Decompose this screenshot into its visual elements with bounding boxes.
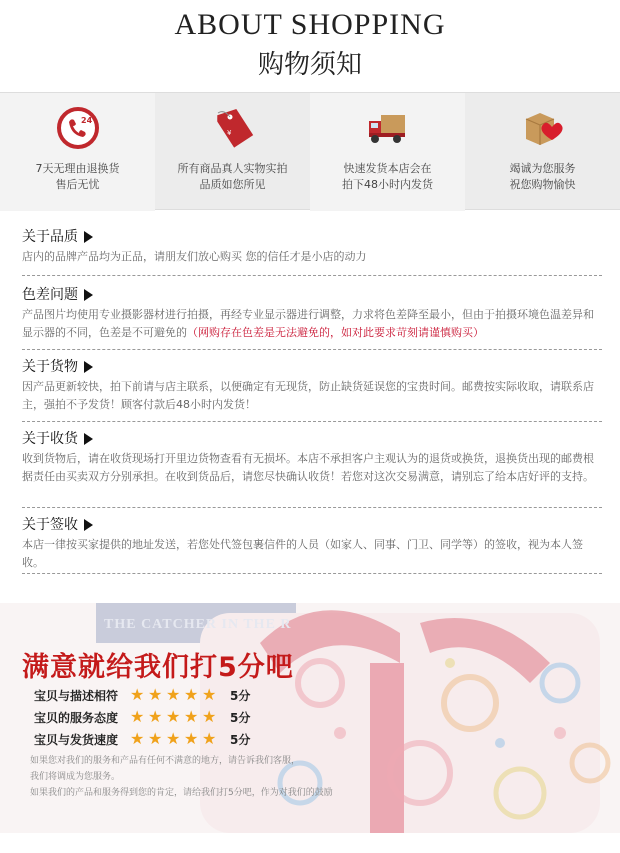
feature-line2: 售后无忧 — [55, 178, 100, 191]
star-icon: ★ — [166, 707, 181, 726]
feature-return — [0, 93, 155, 211]
notice-body: 店内的品牌产品均为正品，请朋友们放心购买 您的信任才是小店的动力 — [22, 250, 367, 263]
rating-list — [34, 685, 250, 751]
rating-row — [34, 707, 250, 727]
feature-line2: 拍下48小时内发货 — [342, 178, 433, 191]
price-tag-icon — [210, 105, 256, 151]
star-icon: ★ — [202, 685, 217, 704]
rating-banner — [0, 603, 620, 833]
star-icon: ★ — [184, 707, 199, 726]
gift-box-heart-icon — [520, 105, 566, 151]
feature-real-photo — [155, 93, 310, 211]
triangle-right-icon — [84, 519, 93, 531]
notice-title — [22, 428, 602, 450]
triangle-right-icon — [84, 361, 93, 373]
notice-body — [22, 306, 602, 346]
rating-row — [34, 729, 250, 749]
notice-title-text: 关于品质 — [22, 229, 78, 245]
rating-slogan: 满意就给我们打5分吧 — [22, 652, 294, 683]
svg-text:24: 24 — [81, 116, 93, 125]
star-icon: ★ — [148, 685, 163, 704]
fineprint-line: 如果您对我们的服务和产品有任何不满意的地方，请告诉我们客服， — [30, 756, 301, 766]
notice-color-difference — [22, 284, 602, 350]
notice-warning-text: （网购存在色差是无法避免的，如对此要求苛刻请谨慎购买） — [187, 326, 484, 339]
star-icon: ★ — [184, 729, 199, 748]
notice-body: 因产品更新较快，拍下前请与店主联系，以便确定有无现货，防止缺货延误您的宝贵时间。邮费按实际收取，请联系店主，强拍不予发货！顾客付款后48小时内发货！ — [22, 380, 594, 411]
notice-title — [22, 226, 602, 248]
notice-title — [22, 284, 602, 306]
star-icon: ★ — [148, 707, 163, 726]
star-icon: ★ — [130, 685, 145, 704]
feature-fast-shipping — [310, 93, 465, 211]
page-header — [0, 0, 620, 90]
notice-title — [22, 356, 602, 378]
feature-band — [0, 92, 620, 210]
rating-score: 5分 — [230, 732, 251, 747]
fineprint-line: 我们将调成为您服务。 — [30, 772, 121, 782]
feature-line2: 祝您购物愉快 — [509, 178, 576, 191]
rating-row — [34, 685, 250, 705]
notice-signing — [22, 514, 602, 574]
feature-text — [0, 161, 155, 193]
rating-label: 宝贝的服务态度 — [34, 710, 119, 725]
feature-line2: 品质如您所见 — [199, 178, 266, 191]
star-rating — [130, 708, 220, 726]
feature-line1: 快速发货本店会在 — [343, 162, 432, 175]
notice-title-text: 色差问题 — [22, 287, 78, 303]
feature-line1: 竭诚为您服务 — [509, 162, 576, 175]
notice-body: 收到货物后，请在收货现场打开里边货物查看有无损坏。本店不承担客户主观认为的退货或换货，退换货出现的邮费根据责任由买卖双方分别承担。在收到货品后，请您尽快确认收货！若您对这次交易满意，请别忘了给本店好评的支持。 — [22, 452, 594, 483]
triangle-right-icon — [84, 231, 93, 243]
feature-line1: 7天无理由退换货 — [35, 162, 120, 175]
svg-text:¥: ¥ — [227, 129, 232, 137]
page-title-cn: 购物须知 — [257, 50, 362, 80]
feature-text — [155, 161, 310, 193]
star-icon: ★ — [130, 707, 145, 726]
star-icon: ★ — [166, 729, 181, 748]
notice-quality — [22, 224, 602, 276]
notice-receiving — [22, 428, 602, 508]
book-title-text: THE CATCHER IN THE R — [104, 617, 292, 632]
star-icon: ★ — [148, 729, 163, 748]
notice-title-text: 关于货物 — [22, 359, 78, 375]
feature-line1: 所有商品真人实物实拍 — [177, 162, 288, 175]
24h-phone-icon — [55, 105, 101, 151]
feature-text — [465, 161, 620, 193]
star-rating — [130, 686, 220, 704]
star-icon: ★ — [166, 685, 181, 704]
rating-fineprint — [30, 753, 333, 801]
feature-text — [310, 161, 465, 193]
star-icon: ★ — [202, 707, 217, 726]
star-icon: ★ — [184, 685, 199, 704]
delivery-truck-icon — [365, 105, 411, 151]
page-title-en: ABOUT SHOPPING — [174, 8, 446, 41]
notice-body: 本店一律按买家提供的地址发送，若您处代签包裹信件的人员（如家人、同事、门卫、同学等）的签收，视为本人签收。 — [22, 538, 583, 569]
notice-title — [22, 514, 602, 536]
notice-goods — [22, 356, 602, 422]
rating-label: 宝贝与描述相符 — [34, 688, 119, 703]
triangle-right-icon — [84, 433, 93, 445]
star-rating — [130, 730, 220, 748]
star-icon: ★ — [202, 729, 217, 748]
triangle-right-icon — [84, 289, 93, 301]
rating-score: 5分 — [230, 688, 251, 703]
notice-body-text: 产品图片均使用专业摄影器材进行拍摄，再经专业显示器进行调整，力求将色差降至最小，但由于拍摄环境色温差异和显示器的不同，色差是不可避免的 — [22, 308, 594, 339]
star-icon: ★ — [130, 729, 145, 748]
rating-label: 宝贝与发货速度 — [34, 732, 119, 747]
rating-score: 5分 — [230, 710, 251, 725]
notice-title-text: 关于签收 — [22, 517, 78, 533]
notice-title-text: 关于收货 — [22, 431, 78, 447]
feature-service — [465, 93, 620, 211]
fineprint-line: 如果我们的产品和服务得到您的肯定，请给我们打5分吧，作为对我们的鼓励 — [30, 788, 333, 798]
notice-list — [22, 224, 602, 574]
